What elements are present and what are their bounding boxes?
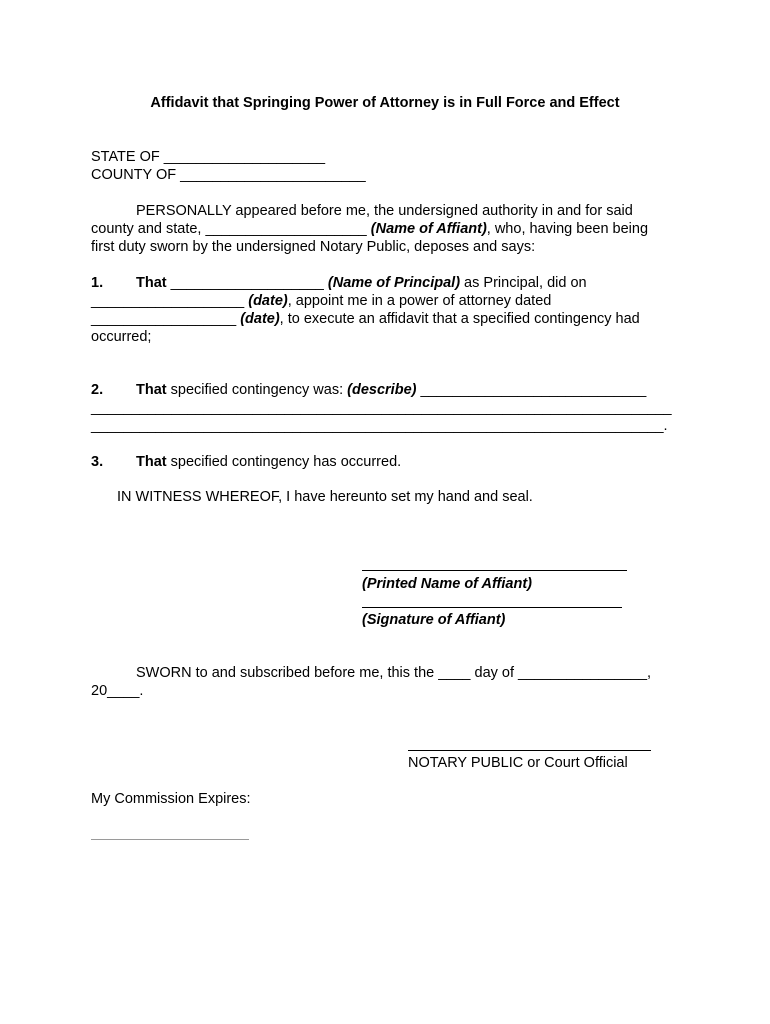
item-2-line-2: ________________________________________________________________________: [91, 400, 672, 416]
item-text: ____________________________: [416, 382, 647, 398]
printed-name-label: (Printed Name of Affiant): [362, 576, 532, 592]
item-lead: That: [136, 382, 167, 398]
item-text: specified contingency was:: [166, 382, 348, 398]
intro-line-3: first duty sworn by the undersigned Notary Public, deposes and says:: [91, 239, 536, 255]
item-1-line-2: [91, 292, 551, 310]
signature-line: [362, 607, 622, 608]
item-text: , to execute an affidavit that a specified contingency had: [279, 311, 640, 327]
notary-label: NOTARY PUBLIC or Court Official: [408, 755, 628, 771]
signature-label: (Signature of Affiant): [362, 612, 506, 628]
item-1-line-4: occurred;: [91, 329, 152, 345]
item-2-line-3: _______________________________________________________________________.: [91, 418, 668, 434]
intro-text: , who, having been being: [486, 221, 649, 237]
item-2-line-1: [136, 381, 646, 399]
county-line: COUNTY OF _______________________: [91, 167, 366, 183]
intro-line-2: [91, 220, 648, 238]
item-3-line: [136, 453, 401, 471]
item-3-number: 3.: [91, 454, 104, 470]
notary-signature-line: [408, 750, 651, 751]
state-line: STATE OF ____________________: [91, 149, 326, 165]
date-label: (date): [248, 293, 288, 309]
affiant-name-label: (Name of Affiant): [370, 221, 487, 237]
printed-name-line: [362, 570, 627, 571]
intro-text: county and state, ____________________: [91, 221, 371, 237]
describe-label: (describe): [347, 382, 417, 398]
item-text: as Principal, did on: [460, 275, 587, 291]
document-title: Affidavit that Springing Power of Attorney is in Full Force and Effect: [150, 95, 620, 111]
date-label: (date): [240, 311, 280, 327]
sworn-line-1: SWORN to and subscribed before me, this the ____ day of ________________,: [136, 665, 652, 681]
item-text: , appoint me in a power of attorney dated: [287, 293, 552, 309]
item-text: specified contingency has occurred.: [166, 454, 402, 470]
item-text: ___________________: [91, 293, 249, 309]
sworn-line-2: 20____.: [91, 683, 144, 699]
principal-name-label: (Name of Principal): [327, 275, 461, 291]
item-1-line-1: [136, 274, 587, 292]
item-1-line-3: [91, 310, 640, 328]
item-1-number: 1.: [91, 275, 104, 291]
item-lead: That: [136, 454, 167, 470]
item-lead: That: [136, 275, 167, 291]
commission-date-line: [91, 839, 249, 840]
item-text: __________________: [91, 311, 241, 327]
item-2-number: 2.: [91, 382, 104, 398]
item-text: ___________________: [166, 275, 328, 291]
commission-expires-label: My Commission Expires:: [91, 791, 251, 807]
intro-line-1: PERSONALLY appeared before me, the undersigned authority in and for said: [136, 203, 633, 219]
witness-statement: IN WITNESS WHEREOF, I have hereunto set my hand and seal.: [117, 489, 533, 505]
